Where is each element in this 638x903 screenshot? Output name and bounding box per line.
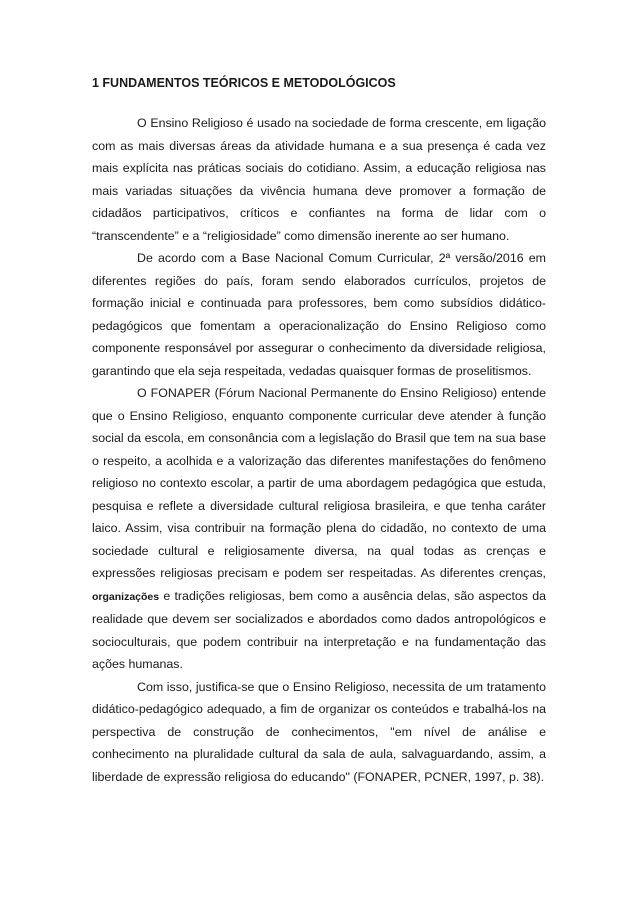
section-heading: 1 FUNDAMENTOS TEÓRICOS E METODOLÓGICOS bbox=[92, 76, 396, 90]
paragraph-1: O Ensino Religioso é usado na sociedade de forma crescente, em ligação com as mais diversas áreas da atividade humana e a sua presença é cada vez mais explícita nas práticas sociais do cotidiano. Assim, a educação religiosa nas mais variadas situações da vivência humana deve promover a formação de cidadãos participativos, críticos e confiantes na forma de lidar com o “transcendente” e a “religiosidade” como dimensão inerente ao ser humano. bbox=[92, 116, 546, 243]
paragraph-3 bbox=[92, 382, 546, 676]
paragraph-3-text-a: O FONAPER (Fórum Nacional Permanente do Ensino Religioso) entende que o Ensino Religioso, enquanto componente curricular deve atender à função social da escola, em consonância com a legislação do Brasil que tem na sua base o respeito, a acolhida e a valorização das diferentes manifestações do fenômeno religioso no contexto escolar, a partir de uma abordagem pedagógica que estuda, pesquisa e reflete a diversidade cultural religiosa brasileira, e que tenha caráter laico. Assim, visa contribuir na formação plena do cidadão, no contexto de uma sociedade cultural e religiosamente diversa, na qual todas as crenças e expressões religiosas precisam e podem ser respeitadas. As diferentes crenças, bbox=[92, 386, 546, 580]
paragraph-2: De acordo com a Base Nacional Comum Curricular, 2ª versão/2016 em diferentes regiões do país, foram sendo elaborados currículos, projetos de formação inicial e continuada para professores, bem como subsídios didático-pedagógicos que fomentam a operacionalização do Ensino Religioso como componente responsável por assegurar o conhecimento da diversidade religiosa, garantindo que ela seja respeitada, vedadas quaisquer formas de proselitismos. bbox=[92, 251, 546, 378]
paragraph-4: Com isso, justifica-se que o Ensino Religioso, necessita de um tratamento didático-pedagógico adequado, a fim de organizar os conteúdos e trabalhá-los na perspectiva de construção de conhecimentos, "em nível de análise e conhecimento na pluralidade cultural da sala de aula, salvaguardando, assim, a liberdade de expressão religiosa do educando" (FONAPER, PCNER, 1997, p. 38). bbox=[92, 679, 546, 784]
paragraph-3-text-b: e tradições religiosas, bem como a ausência delas, são aspectos da realidade que devem ser socializados e abordados como dados antropológicos e socioculturais, que podem contribuir na interpretação e na fundamentação das ações humanas. bbox=[92, 588, 546, 671]
paragraph-3-bold-word: organizações bbox=[92, 590, 160, 603]
